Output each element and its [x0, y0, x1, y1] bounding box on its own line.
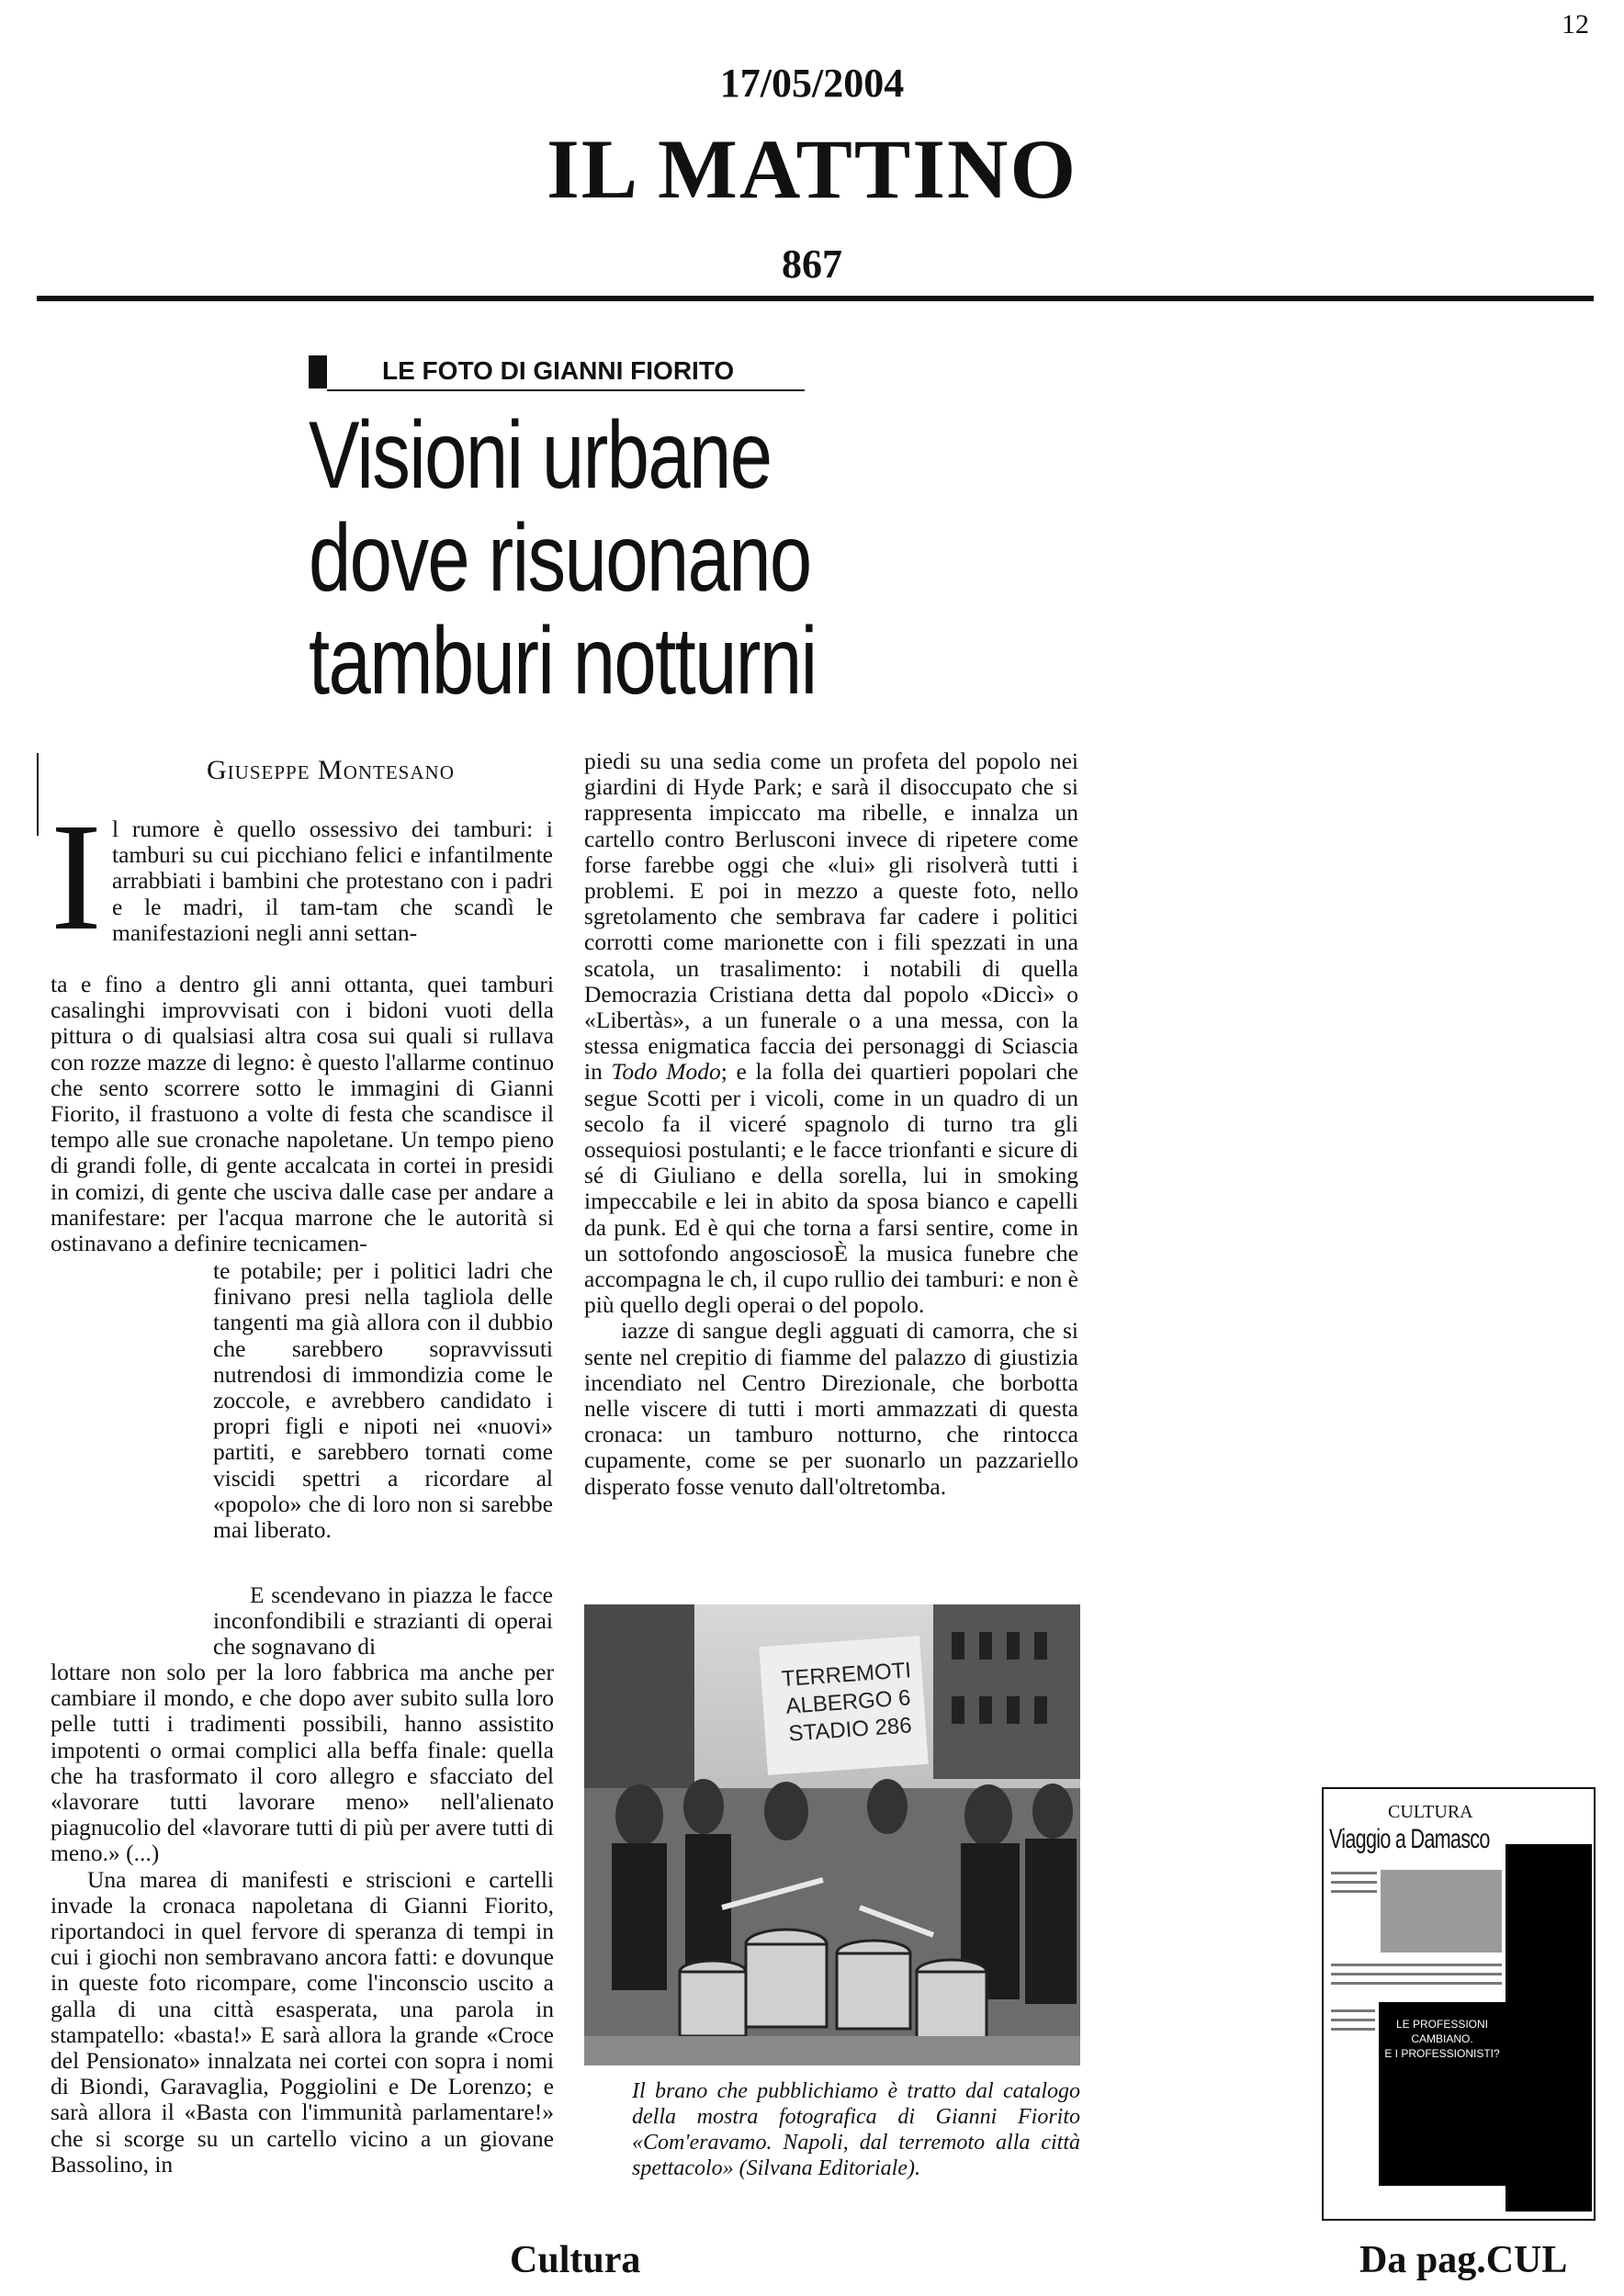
thumbnail-text-line	[1331, 1973, 1502, 1975]
ad-line: LE PROFESSIONI	[1395, 2018, 1489, 2031]
photo-caption: Il brano che pubblichiamo è tratto dal catalogo della mostra fotografica di Gianni Fiorito «Com'eravamo. Napoli, dal terremoto alla città spettacolo» (Silvana Editoriale).	[632, 2079, 1080, 2180]
article-photo	[584, 1604, 1080, 2065]
thumbnail-text-line	[1331, 2009, 1375, 2012]
body-text-col1-b	[51, 972, 554, 1256]
paragraph-text: ; e la folla dei quartieri popolari che segue Scotti per i vicoli, come in un quadro di un secolo fa il viceré spagnolo di turno tra gli ossequiosi postulanti; e le facce trionfanti e sicure di sé di Giuliano e della sorella, lui in smoking impeccabile e lei in abito da sposa bianco e capelli da punk. Ed è qui che torna a farsi sentire, come in un sottofondo angosciosoÈ la musica funebre che accompagna le ch, il cupo rullio dei tamburi: e non è più quello degli operai o del popolo.	[584, 1058, 1078, 1319]
sign-line: TERREMOTI	[780, 1658, 912, 1692]
body-text-col1-d	[213, 1582, 553, 1660]
section-label: Cultura	[510, 2239, 641, 2281]
kicker-square-icon	[309, 355, 327, 388]
article-byline: Giuseppe Montesano	[207, 755, 455, 785]
paragraph: lottare non solo per la loro fabbrica ma anche per cambiare il mondo, e che dopo aver subito sulla loro pelle tutti i tradimenti possibili, hanno assistito impotenti o ormai complici alla beffa finale: quella che ha trasformato il coro allegro e sfacciato del «lavorare tutti lavorare meno» nell'alienato piagnucolio del «lavorare tutti di più per avere tutti di meno.» (...)	[51, 1659, 554, 1867]
paragraph	[584, 748, 1078, 1318]
body-text-col1-e	[51, 1660, 554, 2178]
newspaper-masthead: IL MATTINO	[546, 122, 1078, 216]
paragraph-text: piedi su una sedia come un profeta del popolo nei giardini di Hyde Park; e sarà il disoccupato che si rappresenta impiccato ma ribelle, e innalza un cartello contro Berlusconi invece di ripetere come forse farebbe oggi che «lui» gli risolverà tutti i problemi. E poi in mezzo a queste foto, nello sgretolamento che sembrava far cadere i politici corrotti come marionette con i fili spezzati in una scatola, un trasalimento: i notabili di quella Democrazia Cristiana detta dal popolo «Diccì» o «Libertàs», a un funerale o a una messa, con la stessa enigmatica faccia dei personaggi di Sciascia in	[584, 748, 1078, 1086]
kicker-underline	[327, 389, 805, 391]
thumbnail-ad-text	[1381, 2017, 1504, 2061]
thumbnail-photo	[1381, 1870, 1502, 1953]
protest-sign	[770, 1656, 927, 1749]
sign-line: STADIO 286	[787, 1713, 913, 1747]
ad-line: CAMBIANO.	[1411, 2032, 1473, 2045]
sign-line: ALBERGO 6	[784, 1685, 912, 1719]
paragraph: te potabile; per i politici ladri che finivano presi nella tagliola delle tangenti ma già allora con il dubbio che sarebbero sopravvissuti nutrendosi di immondizia come le zoccole, e avrebbero candidato i propri figli e nipoti nei «nuovi» partiti, e sarebbero tornati come viscidi spettri a ricordare al «popolo» che di loro non si sarebbe mai liberato.	[213, 1257, 553, 1544]
drop-cap: I	[51, 792, 102, 962]
thumbnail-section: CULTURA	[1388, 1802, 1473, 1822]
thumbnail-text-line	[1331, 1872, 1377, 1874]
thumbnail-text-line	[1331, 1982, 1502, 1985]
paragraph: ta e fino a dentro gli anni ottanta, quei tamburi casalinghi improvvisati con i bidoni vuoti della pittura o di qualsiasi altra cosa sui quali si rullava con rozze mazze di legno: è questo l'allarme continuo che sento scorrere sotto le immagini di Gianni Fiorito, il frastuono a volte di festa che scandisce il tempo alle sue cronache napoletane. Un tempo pieno di grandi folle, di gente accalcata in cortei in presidi in comizi, di gente che usciva dalle case per andare a manifestare: per l'acqua marrone che le autorità si ostinavano a definire tecnicamen-	[51, 971, 554, 1257]
headline-line-1: Visioni urbane	[309, 402, 772, 509]
body-text-col1-a	[112, 816, 553, 946]
paragraph: E scendevano in piazza le facce inconfondibili e strazianti di operai che sognavano di	[213, 1581, 553, 1660]
ad-line: E I PROFESSIONISTI?	[1384, 2047, 1500, 2060]
headline-line-2: dove risuonano	[309, 505, 811, 612]
thumbnail-ad-column	[1506, 1844, 1592, 2212]
thumbnail-title: Viaggio a Damasco	[1329, 1824, 1490, 1854]
thumbnail-text-line	[1331, 1890, 1377, 1893]
source-page-label: Da pag.CUL	[1359, 2239, 1568, 2281]
thumbnail-text-line	[1331, 1881, 1377, 1884]
header-rule	[37, 296, 1594, 301]
article-kicker: LE FOTO DI GIANNI FIORITO	[382, 356, 735, 385]
body-text-col2	[584, 748, 1078, 1500]
thumbnail-text-line	[1331, 1964, 1502, 1966]
publication-date: 17/05/2004	[719, 61, 905, 106]
article-headline	[309, 404, 838, 713]
paragraph: iazze di sangue degli agguati di camorra, che si sente nel crepitio di fiamme del palazzo di giustizia incendiato nel Centro Direzionale, che borbotta nelle viscere di tutti i morti ammazzati di questa cronaca: un tamburo notturno, che rintocca cupamente, come se per suonarlo un pazzariello disperato fosse venuto dall'oltretomba.	[584, 1317, 1078, 1500]
page-number: 12	[1562, 9, 1589, 39]
paragraph: Una marea di manifesti e striscioni e cartelli invade la cronaca napoletana di Gianni Fiorito, riportandoci in quel fervore di speranza di tempi in cui i giochi non sembravano ancora fatti: e dovunque in queste foto ricompare, come l'inconscio uscito a galla di una città esasperata, una parola in stampatello: «basta!» E sarà allora la grande «Croce del Pensionato» innalzata nei cortei con sopra i nomi di Biondi, Garavaglia, Poggiolini e De Lorenzo; e sarà allora il «Basta con l'immunità parlamentare!» che si scorge su un cartello vicino a un giovane Bassolino, in	[51, 1865, 554, 2178]
paragraph: l rumore è quello ossessivo dei tamburi: i tamburi su cui picchiano felici e infantilmente arrabbiati i bambini che protestano con i padri e le madri, il tam-tam che scandì le manifestazioni negli anni settan-	[112, 816, 553, 946]
page-thumbnail[interactable]	[1322, 1787, 1596, 2221]
thumbnail-text-line	[1331, 2019, 1375, 2021]
headline-line-3: tamburi notturni	[309, 608, 817, 715]
issue-number: 867	[782, 242, 842, 287]
margin-rule	[37, 753, 39, 836]
thumbnail-text-line	[1331, 2028, 1375, 2031]
body-text-col1-c	[213, 1258, 553, 1543]
book-title: Todo Modo	[611, 1058, 721, 1086]
